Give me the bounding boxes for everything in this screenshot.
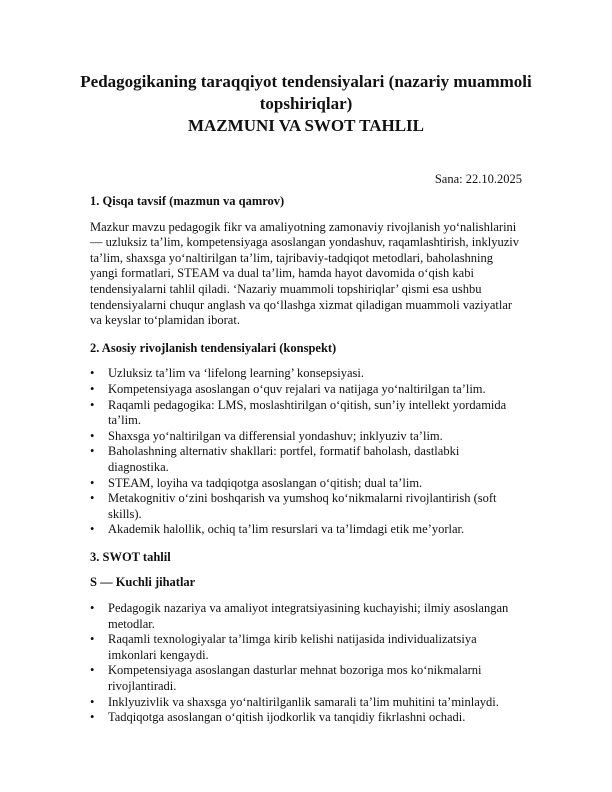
list-item <box>90 663 522 694</box>
list-item <box>90 476 522 492</box>
list-item <box>90 444 522 475</box>
list-item-text: Uzluksiz ta’lim va ‘lifelong learning’ konsepsiyasi. <box>108 366 364 381</box>
title-line-2: topshiriqlar) <box>259 94 353 113</box>
bullet-icon: • <box>90 491 95 506</box>
bullet-icon: • <box>90 710 95 725</box>
list-item <box>90 601 522 632</box>
list-item <box>90 710 522 726</box>
title-line-3: MAZMUNI VA SWOT TAHLIL <box>187 116 425 135</box>
title-line-1: Pedagogikaning taraqqiyot tendensiyalari (nazariy muammoli <box>80 72 532 91</box>
document-body <box>90 194 522 738</box>
section1-heading: 1. Qisqa tavsif (mazmun va qamrov) <box>90 194 285 208</box>
bullet-icon: • <box>90 366 95 381</box>
list-item-text: Kompetensiyaga asoslangan o‘quv rejalari va natijaga yo‘naltirilgan ta’lim. <box>108 381 486 396</box>
section3-subheading: S — Kuchli jihatlar <box>90 575 196 590</box>
list-item-text: Raqamli pedagogika: LMS, moslashtirilgan o‘qitish, sun’iy intellekt yordamida ta’lim. <box>108 397 507 428</box>
bullet-icon: • <box>90 444 95 459</box>
section2-list <box>90 366 522 538</box>
list-item-text: Inklyuzivlik va shaxsga yo‘naltirilganlik samarali ta’lim muhitini ta’minlaydi. <box>108 694 499 709</box>
list-item-text: Tadqiqotga asoslangan o‘qitish ijodkorlik va tanqidiy fikrlashni ochadi. <box>108 710 466 725</box>
list-item <box>90 366 522 382</box>
section1-paragraph: Mazkur mavzu pedagogik fikr va amaliyotning zamonaviy rivojlanish yo‘nalishlarini — uzluksiz ta’lim, kompetensiyaga asoslangan yondashuv, raqamlashtirish, inklyuziv ta’lim, shaxsga yo‘naltirilgan ta’lim, tajribaviy-tadqiqot metodlari, baholashning yangi formatlari, STEAM va dual ta’lim, hamda hayot davomida o‘qish kabi tendensiyalarni tahlil qiladi. ‘Nazariy muammoli topshiriqlar’ qismi esa ushbu tendensiyalarni chuqur anglash va qo‘llashga xizmat qiladigan muammoli vaziyatlar va keyslar to‘plamidan iborat. <box>90 219 519 328</box>
section2-heading: 2. Asosiy rivojlanish tendensiyalari (konspekt) <box>90 340 337 355</box>
list-item-text: Shaxsga yo‘naltirilgan va differensial yondashuv; inklyuziv ta’lim. <box>108 428 443 443</box>
bullet-icon: • <box>90 601 95 616</box>
document-title <box>80 71 532 137</box>
list-item <box>90 522 522 538</box>
list-item-text: Kompetensiyaga asoslangan dasturlar mehnat bozoriga mos ko‘nikmalarni rivojlantiradi. <box>108 663 482 694</box>
list-item-text: Metakognitiv o‘zini boshqarish va yumshoq ko‘nikmalarni rivojlantirish (soft skills). <box>108 491 497 521</box>
bullet-icon: • <box>90 694 95 709</box>
list-item <box>90 491 522 522</box>
bullet-icon: • <box>90 381 95 396</box>
list-item <box>90 632 522 663</box>
bullet-icon: • <box>90 428 95 443</box>
list-item <box>90 695 522 711</box>
list-item-text: STEAM, loyiha va tadqiqotga asoslangan o‘qitish; dual ta’lim. <box>108 475 423 490</box>
list-item-text: Raqamli texnologiyalar ta’limga kirib kelishi natijasida individualizatsiya imkonlari kengaydi. <box>108 632 477 662</box>
list-item-text: Baholashning alternativ shakllari: portfel, formatif baholash, dastlabki diagnostika. <box>108 444 460 474</box>
bullet-icon: • <box>90 397 95 412</box>
list-item-text: Pedagogik nazariya va amaliyot integratsiyasining kuchayishi; ilmiy asoslangan metodlar. <box>108 601 509 631</box>
section3-heading: 3. SWOT tahlil <box>90 549 171 564</box>
bullet-icon: • <box>90 522 95 537</box>
list-item <box>90 398 522 429</box>
section3-list <box>90 601 522 726</box>
bullet-icon: • <box>90 632 95 647</box>
list-item <box>90 429 522 445</box>
bullet-icon: • <box>90 663 95 678</box>
list-item-text: Akademik halollik, ochiq ta’lim resurslari va ta’limdagi etik me’yorlar. <box>108 522 465 537</box>
document-date: Sana: 22.10.2025 <box>434 172 522 186</box>
bullet-icon: • <box>90 475 95 490</box>
list-item <box>90 382 522 398</box>
